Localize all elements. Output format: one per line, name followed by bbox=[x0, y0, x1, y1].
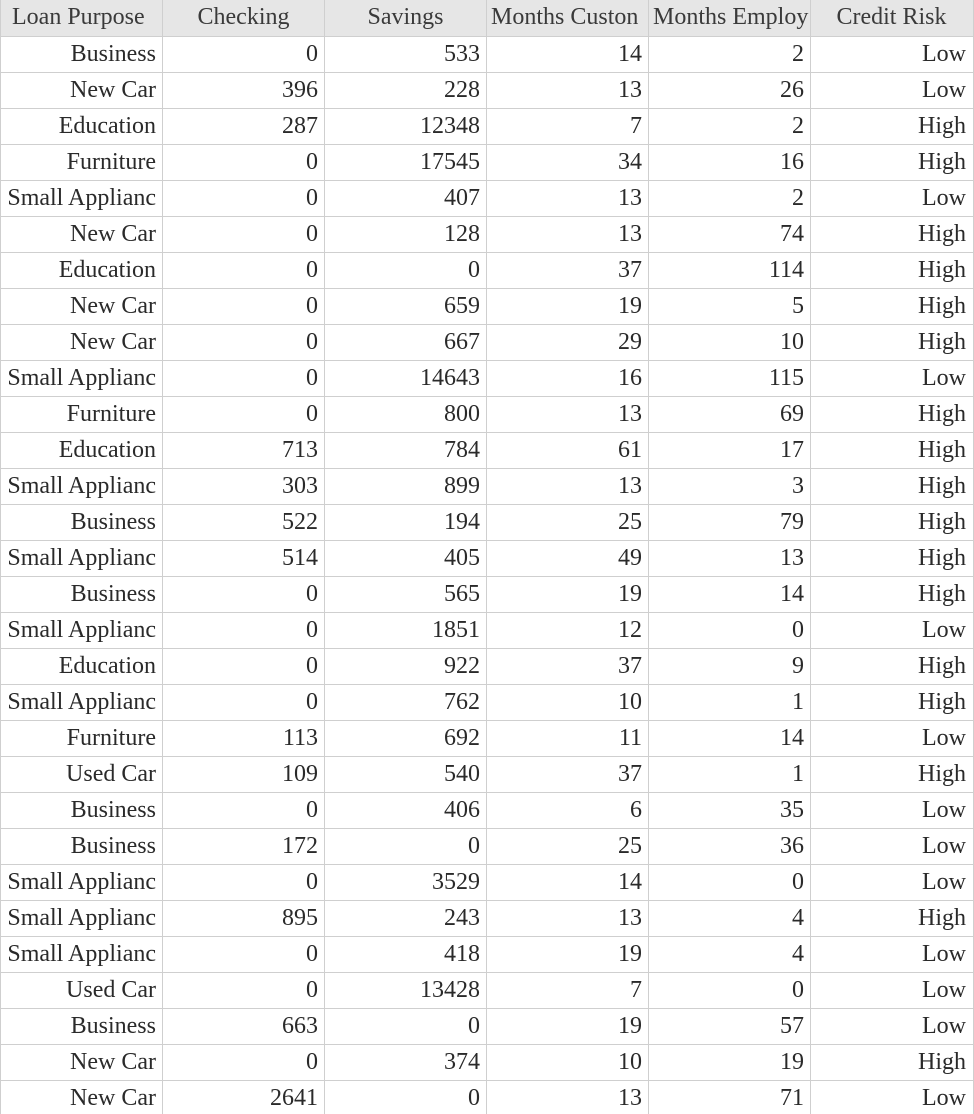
table-row[interactable] bbox=[0, 37, 974, 73]
cell-savings[interactable]: 0 bbox=[325, 1081, 487, 1114]
column-header-months-customer[interactable]: Months Custon bbox=[487, 0, 649, 36]
cell-checking[interactable]: 0 bbox=[163, 37, 325, 72]
cell-credit-risk[interactable]: High bbox=[811, 433, 974, 468]
cell-months-employed[interactable]: 71 bbox=[649, 1081, 811, 1114]
cell-loan-purpose[interactable]: Education bbox=[0, 433, 163, 468]
table-row[interactable] bbox=[0, 253, 974, 289]
column-header-months-employed[interactable]: Months Employ bbox=[649, 0, 811, 36]
cell-credit-risk[interactable]: High bbox=[811, 1045, 974, 1080]
cell-loan-purpose[interactable]: Small Applianc bbox=[0, 865, 163, 900]
cell-checking[interactable]: 0 bbox=[163, 397, 325, 432]
cell-months-employed[interactable]: 69 bbox=[649, 397, 811, 432]
cell-months-employed[interactable]: 2 bbox=[649, 181, 811, 216]
cell-months-employed[interactable]: 5 bbox=[649, 289, 811, 324]
cell-credit-risk[interactable]: Low bbox=[811, 361, 974, 396]
cell-months-employed[interactable]: 1 bbox=[649, 685, 811, 720]
cell-loan-purpose[interactable]: Business bbox=[0, 1009, 163, 1044]
cell-credit-risk[interactable]: High bbox=[811, 505, 974, 540]
cell-months-employed[interactable]: 10 bbox=[649, 325, 811, 360]
cell-months-customer[interactable]: 37 bbox=[487, 253, 649, 288]
cell-savings[interactable]: 800 bbox=[325, 397, 487, 432]
cell-months-customer[interactable]: 10 bbox=[487, 685, 649, 720]
cell-savings[interactable]: 407 bbox=[325, 181, 487, 216]
cell-months-customer[interactable]: 13 bbox=[487, 397, 649, 432]
table-row[interactable] bbox=[0, 1009, 974, 1045]
cell-savings[interactable]: 374 bbox=[325, 1045, 487, 1080]
cell-savings[interactable]: 13428 bbox=[325, 973, 487, 1008]
cell-months-customer[interactable]: 49 bbox=[487, 541, 649, 576]
cell-months-customer[interactable]: 12 bbox=[487, 613, 649, 648]
cell-credit-risk[interactable]: High bbox=[811, 289, 974, 324]
cell-months-employed[interactable]: 0 bbox=[649, 613, 811, 648]
cell-months-customer[interactable]: 16 bbox=[487, 361, 649, 396]
cell-savings[interactable]: 762 bbox=[325, 685, 487, 720]
cell-savings[interactable]: 406 bbox=[325, 793, 487, 828]
cell-months-customer[interactable]: 13 bbox=[487, 73, 649, 108]
cell-checking[interactable]: 172 bbox=[163, 829, 325, 864]
cell-months-employed[interactable]: 2 bbox=[649, 109, 811, 144]
cell-credit-risk[interactable]: High bbox=[811, 757, 974, 792]
table-row[interactable] bbox=[0, 793, 974, 829]
cell-loan-purpose[interactable]: Furniture bbox=[0, 721, 163, 756]
cell-checking[interactable]: 396 bbox=[163, 73, 325, 108]
cell-months-employed[interactable]: 14 bbox=[649, 577, 811, 612]
cell-loan-purpose[interactable]: Education bbox=[0, 109, 163, 144]
cell-savings[interactable]: 1851 bbox=[325, 613, 487, 648]
cell-credit-risk[interactable]: High bbox=[811, 397, 974, 432]
cell-checking[interactable]: 663 bbox=[163, 1009, 325, 1044]
cell-months-customer[interactable]: 13 bbox=[487, 1081, 649, 1114]
table-row[interactable] bbox=[0, 685, 974, 721]
cell-savings[interactable]: 3529 bbox=[325, 865, 487, 900]
table-row[interactable] bbox=[0, 361, 974, 397]
cell-checking[interactable]: 514 bbox=[163, 541, 325, 576]
cell-loan-purpose[interactable]: Small Applianc bbox=[0, 541, 163, 576]
cell-checking[interactable]: 0 bbox=[163, 325, 325, 360]
cell-credit-risk[interactable]: High bbox=[811, 325, 974, 360]
cell-checking[interactable]: 113 bbox=[163, 721, 325, 756]
cell-months-employed[interactable]: 13 bbox=[649, 541, 811, 576]
cell-months-customer[interactable]: 19 bbox=[487, 577, 649, 612]
cell-savings[interactable]: 659 bbox=[325, 289, 487, 324]
cell-months-customer[interactable]: 13 bbox=[487, 181, 649, 216]
cell-months-customer[interactable]: 34 bbox=[487, 145, 649, 180]
table-row[interactable] bbox=[0, 505, 974, 541]
cell-checking[interactable]: 0 bbox=[163, 685, 325, 720]
cell-checking[interactable]: 0 bbox=[163, 217, 325, 252]
cell-loan-purpose[interactable]: New Car bbox=[0, 217, 163, 252]
table-row[interactable] bbox=[0, 865, 974, 901]
cell-credit-risk[interactable]: Low bbox=[811, 181, 974, 216]
cell-savings[interactable]: 667 bbox=[325, 325, 487, 360]
cell-months-customer[interactable]: 6 bbox=[487, 793, 649, 828]
cell-checking[interactable]: 0 bbox=[163, 613, 325, 648]
cell-credit-risk[interactable]: Low bbox=[811, 613, 974, 648]
cell-loan-purpose[interactable]: Business bbox=[0, 505, 163, 540]
cell-savings[interactable]: 14643 bbox=[325, 361, 487, 396]
cell-months-customer[interactable]: 13 bbox=[487, 469, 649, 504]
column-header-credit-risk[interactable]: Credit Risk bbox=[811, 0, 974, 36]
cell-months-employed[interactable]: 57 bbox=[649, 1009, 811, 1044]
cell-savings[interactable]: 0 bbox=[325, 253, 487, 288]
table-row[interactable] bbox=[0, 433, 974, 469]
cell-months-customer[interactable]: 11 bbox=[487, 721, 649, 756]
cell-checking[interactable]: 2641 bbox=[163, 1081, 325, 1114]
cell-credit-risk[interactable]: Low bbox=[811, 829, 974, 864]
cell-loan-purpose[interactable]: Small Applianc bbox=[0, 937, 163, 972]
cell-checking[interactable]: 713 bbox=[163, 433, 325, 468]
cell-credit-risk[interactable]: High bbox=[811, 253, 974, 288]
cell-months-customer[interactable]: 7 bbox=[487, 109, 649, 144]
cell-months-customer[interactable]: 13 bbox=[487, 217, 649, 252]
cell-credit-risk[interactable]: Low bbox=[811, 1081, 974, 1114]
cell-checking[interactable]: 0 bbox=[163, 865, 325, 900]
cell-savings[interactable]: 17545 bbox=[325, 145, 487, 180]
table-row[interactable] bbox=[0, 613, 974, 649]
cell-months-customer[interactable]: 61 bbox=[487, 433, 649, 468]
cell-credit-risk[interactable]: High bbox=[811, 577, 974, 612]
table-row[interactable] bbox=[0, 541, 974, 577]
cell-loan-purpose[interactable]: Small Applianc bbox=[0, 469, 163, 504]
cell-months-customer[interactable]: 29 bbox=[487, 325, 649, 360]
cell-loan-purpose[interactable]: New Car bbox=[0, 1081, 163, 1114]
cell-months-customer[interactable]: 19 bbox=[487, 937, 649, 972]
table-row[interactable] bbox=[0, 1045, 974, 1081]
table-row[interactable] bbox=[0, 181, 974, 217]
cell-months-employed[interactable]: 35 bbox=[649, 793, 811, 828]
cell-months-employed[interactable]: 4 bbox=[649, 901, 811, 936]
cell-months-employed[interactable]: 17 bbox=[649, 433, 811, 468]
cell-savings[interactable]: 784 bbox=[325, 433, 487, 468]
cell-checking[interactable]: 0 bbox=[163, 937, 325, 972]
cell-months-customer[interactable]: 10 bbox=[487, 1045, 649, 1080]
cell-months-customer[interactable]: 25 bbox=[487, 829, 649, 864]
cell-checking[interactable]: 522 bbox=[163, 505, 325, 540]
cell-savings[interactable]: 243 bbox=[325, 901, 487, 936]
cell-savings[interactable]: 228 bbox=[325, 73, 487, 108]
cell-credit-risk[interactable]: High bbox=[811, 217, 974, 252]
cell-months-employed[interactable]: 36 bbox=[649, 829, 811, 864]
cell-months-employed[interactable]: 19 bbox=[649, 1045, 811, 1080]
cell-loan-purpose[interactable]: Furniture bbox=[0, 145, 163, 180]
cell-credit-risk[interactable]: High bbox=[811, 685, 974, 720]
cell-months-employed[interactable]: 0 bbox=[649, 973, 811, 1008]
column-header-checking[interactable]: Checking bbox=[163, 0, 325, 36]
table-row[interactable] bbox=[0, 73, 974, 109]
table-row[interactable] bbox=[0, 649, 974, 685]
cell-loan-purpose[interactable]: Furniture bbox=[0, 397, 163, 432]
cell-credit-risk[interactable]: Low bbox=[811, 37, 974, 72]
cell-loan-purpose[interactable]: Used Car bbox=[0, 757, 163, 792]
cell-checking[interactable]: 287 bbox=[163, 109, 325, 144]
cell-credit-risk[interactable]: Low bbox=[811, 865, 974, 900]
table-row[interactable] bbox=[0, 973, 974, 1009]
cell-months-customer[interactable]: 7 bbox=[487, 973, 649, 1008]
cell-loan-purpose[interactable]: Used Car bbox=[0, 973, 163, 1008]
cell-credit-risk[interactable]: Low bbox=[811, 937, 974, 972]
cell-months-employed[interactable]: 114 bbox=[649, 253, 811, 288]
table-row[interactable] bbox=[0, 577, 974, 613]
cell-savings[interactable]: 922 bbox=[325, 649, 487, 684]
cell-loan-purpose[interactable]: Small Applianc bbox=[0, 361, 163, 396]
cell-checking[interactable]: 0 bbox=[163, 649, 325, 684]
cell-loan-purpose[interactable]: Education bbox=[0, 253, 163, 288]
cell-savings[interactable]: 692 bbox=[325, 721, 487, 756]
cell-credit-risk[interactable]: Low bbox=[811, 73, 974, 108]
cell-checking[interactable]: 895 bbox=[163, 901, 325, 936]
cell-months-employed[interactable]: 3 bbox=[649, 469, 811, 504]
cell-checking[interactable]: 0 bbox=[163, 973, 325, 1008]
cell-loan-purpose[interactable]: Small Applianc bbox=[0, 685, 163, 720]
table-row[interactable] bbox=[0, 289, 974, 325]
cell-months-customer[interactable]: 14 bbox=[487, 865, 649, 900]
cell-months-employed[interactable]: 14 bbox=[649, 721, 811, 756]
cell-credit-risk[interactable]: High bbox=[811, 541, 974, 576]
cell-loan-purpose[interactable]: Small Applianc bbox=[0, 613, 163, 648]
cell-credit-risk[interactable]: High bbox=[811, 109, 974, 144]
cell-loan-purpose[interactable]: Education bbox=[0, 649, 163, 684]
cell-savings[interactable]: 405 bbox=[325, 541, 487, 576]
cell-savings[interactable]: 12348 bbox=[325, 109, 487, 144]
cell-credit-risk[interactable]: High bbox=[811, 469, 974, 504]
table-row[interactable] bbox=[0, 217, 974, 253]
cell-credit-risk[interactable]: Low bbox=[811, 1009, 974, 1044]
cell-loan-purpose[interactable]: New Car bbox=[0, 73, 163, 108]
table-row[interactable] bbox=[0, 721, 974, 757]
column-header-savings[interactable]: Savings bbox=[325, 0, 487, 36]
cell-loan-purpose[interactable]: Small Applianc bbox=[0, 901, 163, 936]
cell-months-customer[interactable]: 13 bbox=[487, 901, 649, 936]
cell-months-customer[interactable]: 37 bbox=[487, 649, 649, 684]
cell-checking[interactable]: 0 bbox=[163, 181, 325, 216]
cell-loan-purpose[interactable]: Business bbox=[0, 829, 163, 864]
cell-loan-purpose[interactable]: Business bbox=[0, 577, 163, 612]
cell-months-customer[interactable]: 14 bbox=[487, 37, 649, 72]
cell-checking[interactable]: 0 bbox=[163, 289, 325, 324]
cell-months-employed[interactable]: 9 bbox=[649, 649, 811, 684]
header-row bbox=[0, 0, 974, 37]
table-row[interactable] bbox=[0, 469, 974, 505]
cell-checking[interactable]: 0 bbox=[163, 361, 325, 396]
table-row[interactable] bbox=[0, 397, 974, 433]
cell-months-customer[interactable]: 25 bbox=[487, 505, 649, 540]
cell-credit-risk[interactable]: Low bbox=[811, 721, 974, 756]
cell-savings[interactable]: 565 bbox=[325, 577, 487, 612]
cell-credit-risk[interactable]: High bbox=[811, 649, 974, 684]
cell-checking[interactable]: 0 bbox=[163, 253, 325, 288]
cell-months-employed[interactable]: 4 bbox=[649, 937, 811, 972]
cell-savings[interactable]: 194 bbox=[325, 505, 487, 540]
cell-loan-purpose[interactable]: Small Applianc bbox=[0, 181, 163, 216]
cell-credit-risk[interactable]: High bbox=[811, 901, 974, 936]
cell-months-employed[interactable]: 79 bbox=[649, 505, 811, 540]
cell-months-employed[interactable]: 74 bbox=[649, 217, 811, 252]
cell-loan-purpose[interactable]: New Car bbox=[0, 1045, 163, 1080]
table-row[interactable] bbox=[0, 145, 974, 181]
cell-savings[interactable]: 418 bbox=[325, 937, 487, 972]
cell-months-employed[interactable]: 0 bbox=[649, 865, 811, 900]
table-row[interactable] bbox=[0, 1081, 974, 1114]
cell-savings[interactable]: 0 bbox=[325, 1009, 487, 1044]
cell-loan-purpose[interactable]: Business bbox=[0, 793, 163, 828]
cell-savings[interactable]: 533 bbox=[325, 37, 487, 72]
table-row[interactable] bbox=[0, 829, 974, 865]
cell-savings[interactable]: 899 bbox=[325, 469, 487, 504]
cell-loan-purpose[interactable]: New Car bbox=[0, 289, 163, 324]
cell-months-employed[interactable]: 2 bbox=[649, 37, 811, 72]
cell-savings[interactable]: 128 bbox=[325, 217, 487, 252]
cell-credit-risk[interactable]: Low bbox=[811, 973, 974, 1008]
cell-checking[interactable]: 0 bbox=[163, 145, 325, 180]
cell-savings[interactable]: 0 bbox=[325, 829, 487, 864]
cell-loan-purpose[interactable]: New Car bbox=[0, 325, 163, 360]
cell-months-employed[interactable]: 115 bbox=[649, 361, 811, 396]
cell-checking[interactable]: 0 bbox=[163, 793, 325, 828]
cell-checking[interactable]: 0 bbox=[163, 1045, 325, 1080]
cell-months-employed[interactable]: 16 bbox=[649, 145, 811, 180]
cell-months-customer[interactable]: 19 bbox=[487, 289, 649, 324]
table-body bbox=[0, 37, 974, 1114]
cell-months-employed[interactable]: 26 bbox=[649, 73, 811, 108]
column-header-loan-purpose[interactable]: Loan Purpose bbox=[0, 0, 163, 36]
cell-months-customer[interactable]: 19 bbox=[487, 1009, 649, 1044]
cell-savings[interactable]: 540 bbox=[325, 757, 487, 792]
table-row[interactable] bbox=[0, 901, 974, 937]
cell-months-customer[interactable]: 37 bbox=[487, 757, 649, 792]
cell-loan-purpose[interactable]: Business bbox=[0, 37, 163, 72]
table-row[interactable] bbox=[0, 937, 974, 973]
cell-checking[interactable]: 109 bbox=[163, 757, 325, 792]
table-row[interactable] bbox=[0, 757, 974, 793]
table-row[interactable] bbox=[0, 325, 974, 361]
table-row[interactable] bbox=[0, 109, 974, 145]
cell-checking[interactable]: 303 bbox=[163, 469, 325, 504]
cell-checking[interactable]: 0 bbox=[163, 577, 325, 612]
cell-months-employed[interactable]: 1 bbox=[649, 757, 811, 792]
cell-credit-risk[interactable]: Low bbox=[811, 793, 974, 828]
cell-credit-risk[interactable]: High bbox=[811, 145, 974, 180]
